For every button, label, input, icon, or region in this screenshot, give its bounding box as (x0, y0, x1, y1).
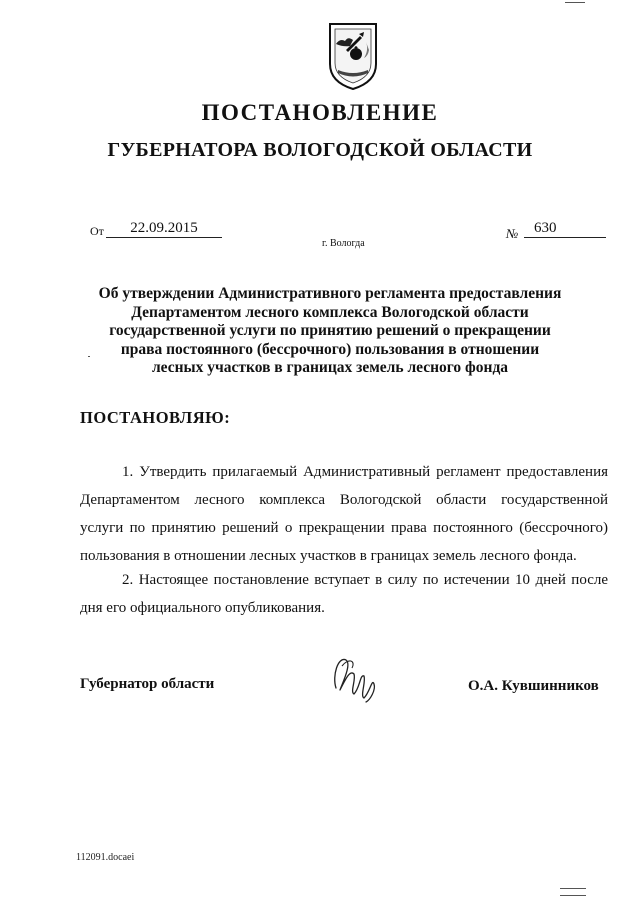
paragraph-line: дня его официального опубликования. (80, 600, 325, 616)
paragraph-line: 1. Утвердить прилагаемый Административный регламент предоставления (122, 464, 608, 480)
subject-line: Департаментом лесного комплекса Вологодской области (131, 303, 529, 321)
signer-name: О.А. Кувшинников (468, 678, 599, 694)
paragraph-line: 2. Настоящее постановление вступает в силу по истечении 10 дней после (122, 572, 608, 588)
subject-line: Об утверждении Административного регламента предоставления (98, 285, 562, 302)
coat-of-arms-emblem (326, 20, 380, 92)
scan-mark (565, 2, 585, 3)
subject-line: права постоянного (бессрочного) пользования в отношении (120, 340, 540, 358)
paragraph-line: Департаментом лесного комплекса Вологодской области государственной (80, 492, 608, 508)
file-code: 112091.docaei (76, 852, 135, 863)
document-number: 630 (524, 219, 606, 238)
signer-title: Губернатор области (80, 676, 215, 692)
document-type-title: ПОСТАНОВЛЕНИЕ (201, 100, 439, 125)
document-date: 22.09.2015 (106, 219, 222, 238)
handwritten-signature (330, 648, 382, 704)
scan-mark (560, 888, 586, 889)
decree-paragraph-1 (80, 458, 608, 570)
date-prefix: От (90, 224, 104, 238)
subject-line: государственной услуги по принятию решений о прекращении (109, 322, 551, 339)
scan-mark (88, 356, 90, 357)
city-label: г. Вологда (322, 238, 365, 249)
decree-heading: ПОСТАНОВЛЯЮ: (80, 408, 231, 427)
paragraph-line: услуги по принятию решений о прекращении права постоянного (бессрочного) (80, 520, 608, 536)
number-sign: № (506, 226, 519, 241)
subject-line: лесных участков в границах земель лесного фонда (151, 359, 509, 376)
document-subject (80, 285, 580, 378)
decree-paragraph-2 (80, 566, 608, 622)
paragraph-line: пользования в отношении лесных участков в границах земель лесного фонда. (80, 548, 577, 564)
issuer-title: ГУБЕРНАТОРА ВОЛОГОДСКОЙ ОБЛАСТИ (107, 139, 533, 161)
scan-mark (560, 895, 586, 896)
